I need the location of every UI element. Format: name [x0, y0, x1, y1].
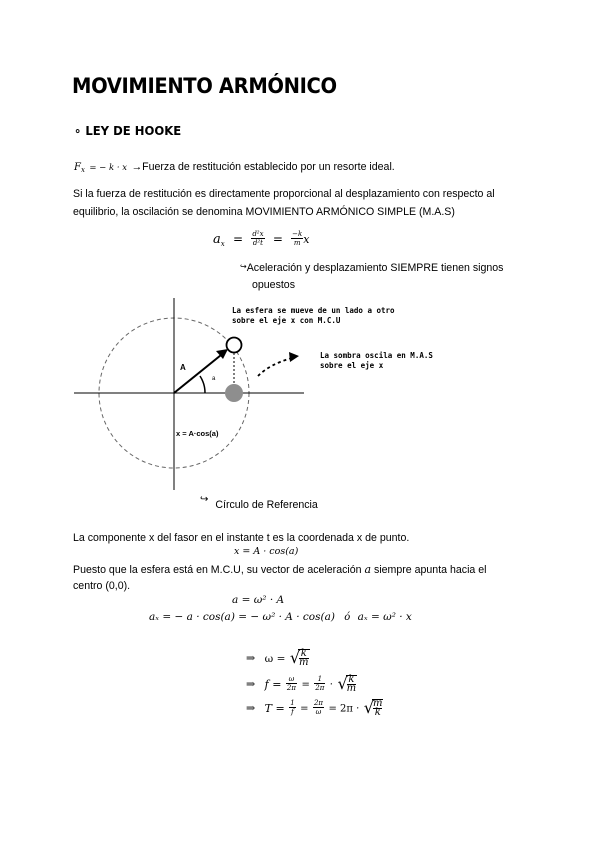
figure-caption: [200, 494, 318, 511]
sphere-shadow: [225, 384, 243, 402]
omega-result: ⇒ ω = √ $\frac{k}{m}$: [246, 647, 309, 668]
note-line-2: opuestos: [252, 279, 295, 291]
hooke-force-sub: x: [80, 166, 85, 174]
angle-arc: [200, 376, 205, 393]
paragraph-1-line-2: equilibrio, la oscilación se denomina MOVIMIENTO ARMÓNICO SIMPLE (M.A.S): [73, 206, 455, 218]
accel-tail: x: [303, 233, 310, 246]
accel-symbol: a: [364, 563, 372, 576]
page-title: MOVIMIENTO ARMÓNICO: [72, 74, 337, 98]
vector-A: [174, 351, 226, 393]
period-result: ⇒ T = $\frac{1}{f}$ = $\frac{2\pi}{\omega}$ = 2π · √ $\frac{m}{k}$: [246, 697, 383, 718]
frequency-result: ⇒ f = $\frac{\omega}{2\pi}$ = $\frac{1}{2\pi}$ · √ $\frac{k}{m}$: [246, 673, 357, 694]
accel-lhs-sub: x: [220, 240, 225, 248]
hooke-force: F: [74, 162, 81, 173]
shadow-pointer-arrowhead: [289, 352, 299, 362]
paragraph-2-line-2: Puesto que la esfera está en M.C.U, su vector de aceleración a siempre apunta hacia el: [73, 563, 487, 576]
bullet-icon: ∘: [74, 123, 82, 138]
figure-label-right: La sombra oscila en M.A.S sobre el eje x: [320, 351, 433, 370]
section-label: LEY DE HOOKE: [85, 123, 182, 138]
paragraph-2-line-1: La componente x del fasor en el instante t es la coordenada x de punto.: [73, 532, 410, 544]
note-text-1: Aceleración y desplazamiento SIEMPRE tienen signos: [246, 262, 504, 274]
figure-label-angle: a: [212, 376, 216, 382]
eq-a-omega: a = ω² · A: [232, 594, 285, 606]
hooke-rhs: = − k · x: [89, 163, 128, 173]
paragraph-2-line-3: centro (0,0).: [73, 580, 131, 592]
accel-lhs: a: [213, 232, 221, 247]
caption-text: Círculo de Referencia: [215, 499, 318, 511]
acceleration-equation: ax = $\frac{\text{d²x}}{\text{d²t}}$ = $\frac{-k}{m}$ x: [213, 230, 310, 248]
k-over-m: $\frac{-k}{m}$: [292, 230, 303, 248]
hooke-arrow: →: [131, 161, 143, 173]
projection-equation: x = A · cos(a): [234, 546, 299, 557]
sphere: [227, 338, 242, 353]
paragraph-1-line-1: Si la fuerza de restitución es directamente proporcional al desplazamiento con respecto al: [73, 188, 495, 200]
second-derivative: $\frac{\text{d²x}}{\text{d²t}}$: [252, 230, 264, 248]
eq-ax: aₓ = − a · cos(a) = − ω² · A · cos(a) ó aₓ = ω² · x: [149, 611, 412, 623]
figure-label-A: A: [180, 363, 186, 372]
figure-label-top: La esfera se mueve de un lado a otro sobre el eje x con M.C.U: [232, 306, 395, 325]
shadow-pointer: [258, 358, 292, 376]
hook-arrow-icon: ↪: [240, 262, 247, 271]
caption-hook-icon: ↪: [200, 494, 209, 505]
hooke-text: Fuerza de restitución establecido por un resorte ideal.: [142, 161, 395, 173]
figure-label-bottom: x = A·cos(a): [176, 429, 219, 438]
